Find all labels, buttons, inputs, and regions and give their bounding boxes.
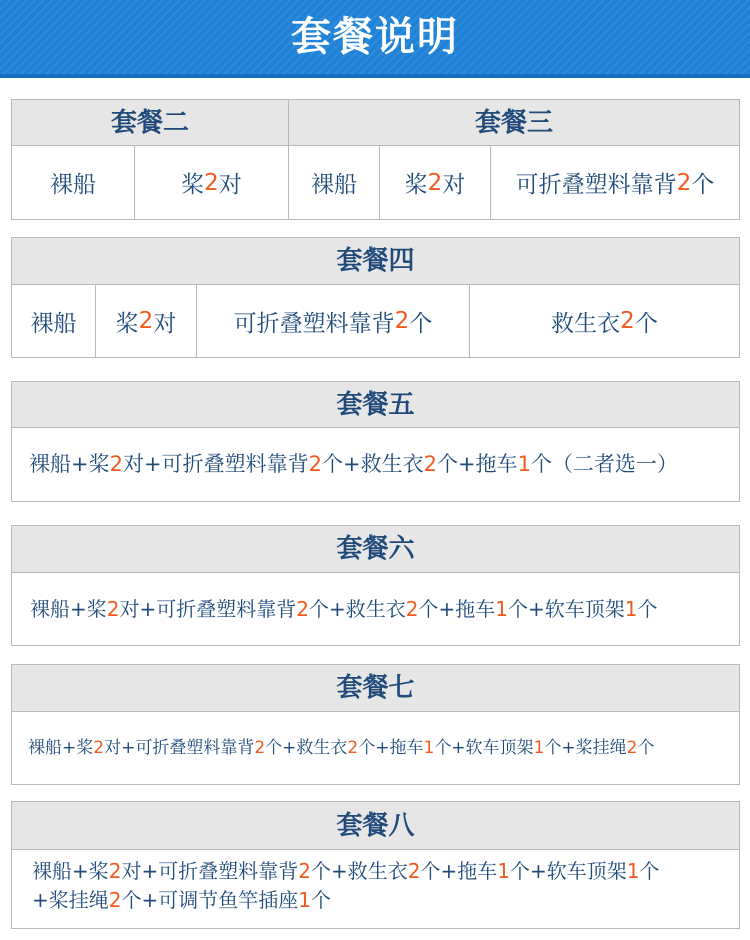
item-text: 对+可折叠塑料靠背 xyxy=(104,738,255,758)
item-text: 个+可调节鱼竿插座 xyxy=(121,888,299,912)
item-text: 个+救生衣 xyxy=(321,452,424,476)
item-text: 个+桨挂绳 xyxy=(544,738,627,758)
package-2-3-table xyxy=(11,99,740,220)
item-text: 个+救生衣 xyxy=(309,597,406,621)
item-paddles: 桨 2 对 xyxy=(95,285,196,357)
item-boat: 裸船 xyxy=(311,172,357,198)
package-3-header: 套餐三 xyxy=(289,100,739,146)
item-text: 个 xyxy=(311,888,331,912)
package-4-table xyxy=(11,237,740,358)
item-boat: 裸船 xyxy=(50,172,96,198)
item-text: 对+可折叠塑料靠背 xyxy=(122,452,309,476)
package-8-line-2 xyxy=(12,886,739,915)
package-4-header: 套餐四 xyxy=(12,238,739,285)
item-paddles: 桨 2 对 xyxy=(134,146,288,219)
quantity-number: 2 xyxy=(296,597,309,621)
quantity-number: 1 xyxy=(495,597,508,621)
package-7-table xyxy=(11,664,740,785)
item-text: 裸船+桨 xyxy=(29,452,110,476)
quantity-number: 2 xyxy=(626,738,638,758)
item-text: 个+软车顶架 xyxy=(510,859,627,883)
item-text: 个+拖车 xyxy=(420,859,498,883)
page-title: 套餐说明 xyxy=(291,14,459,60)
item-life-jacket: 救生衣 2 个 xyxy=(469,285,739,357)
item-text: 个+救生衣 xyxy=(311,859,408,883)
item-text: 个（二者选一） xyxy=(530,452,678,476)
item-text: 个 xyxy=(639,859,660,883)
quantity-number: 2 xyxy=(109,452,123,476)
quantity-number: 2 xyxy=(254,738,266,758)
item-backrest: 可折叠塑料靠背 2 个 xyxy=(196,285,469,357)
package-7-header: 套餐七 xyxy=(12,665,739,712)
item-text: 对+可折叠塑料靠背 xyxy=(119,597,297,621)
item-text: 个 xyxy=(637,597,658,621)
item-backrest: 可折叠塑料靠背 2 个 xyxy=(490,146,739,219)
quantity-number: 2 xyxy=(93,738,105,758)
item-text: 个+软车顶架 xyxy=(508,597,625,621)
item-text: 裸船+桨 xyxy=(30,597,107,621)
item-text: 个+拖车 xyxy=(436,452,518,476)
package-5-contents xyxy=(12,428,739,501)
title-banner-strip xyxy=(0,74,750,78)
quantity-number: 2 xyxy=(108,859,122,883)
quantity-number: 2 xyxy=(347,738,359,758)
quantity-number: 2 xyxy=(423,452,437,476)
quantity-number: 1 xyxy=(533,738,545,758)
package-7-contents xyxy=(12,712,739,784)
quantity-number: 1 xyxy=(423,738,435,758)
quantity-number: 2 xyxy=(405,597,419,621)
quantity-number: 1 xyxy=(626,859,640,883)
item-text: 裸船+桨 xyxy=(32,859,109,883)
item-boat: 裸船 xyxy=(30,310,77,337)
item-text: 个 xyxy=(637,738,655,758)
quantity-number: 2 xyxy=(108,888,122,912)
quantity-number: 1 xyxy=(497,859,510,883)
item-paddles: 桨 2 对 xyxy=(379,146,490,219)
quantity-number: 1 xyxy=(517,452,531,476)
quantity-number: 2 xyxy=(106,597,120,621)
quantity-number: 1 xyxy=(298,888,311,912)
item-text: 个+拖车 xyxy=(358,738,424,758)
item-text: 对+可折叠塑料靠背 xyxy=(121,859,299,883)
package-5-table xyxy=(11,381,740,502)
item-text: 裸船+桨 xyxy=(28,738,94,758)
quantity-number: 1 xyxy=(624,597,638,621)
quantity-number: 2 xyxy=(407,859,421,883)
item-text: 个+软车顶架 xyxy=(434,738,534,758)
package-6-contents xyxy=(12,573,739,645)
package-6-header: 套餐六 xyxy=(12,526,739,573)
package-8-contents xyxy=(12,850,739,915)
item-text: +桨挂绳 xyxy=(32,888,109,912)
package-8-table xyxy=(11,801,740,929)
package-8-header: 套餐八 xyxy=(12,802,739,850)
package-3 xyxy=(289,100,739,219)
quantity-number: 2 xyxy=(298,859,311,883)
item-text: 个+救生衣 xyxy=(265,738,348,758)
quantity-number: 2 xyxy=(308,452,322,476)
package-2-header: 套餐二 xyxy=(12,100,288,146)
package-6-table xyxy=(11,525,740,646)
item-text: 个+拖车 xyxy=(418,597,496,621)
package-2 xyxy=(12,100,289,219)
package-8-line-1 xyxy=(12,857,739,886)
package-5-header: 套餐五 xyxy=(12,382,739,428)
